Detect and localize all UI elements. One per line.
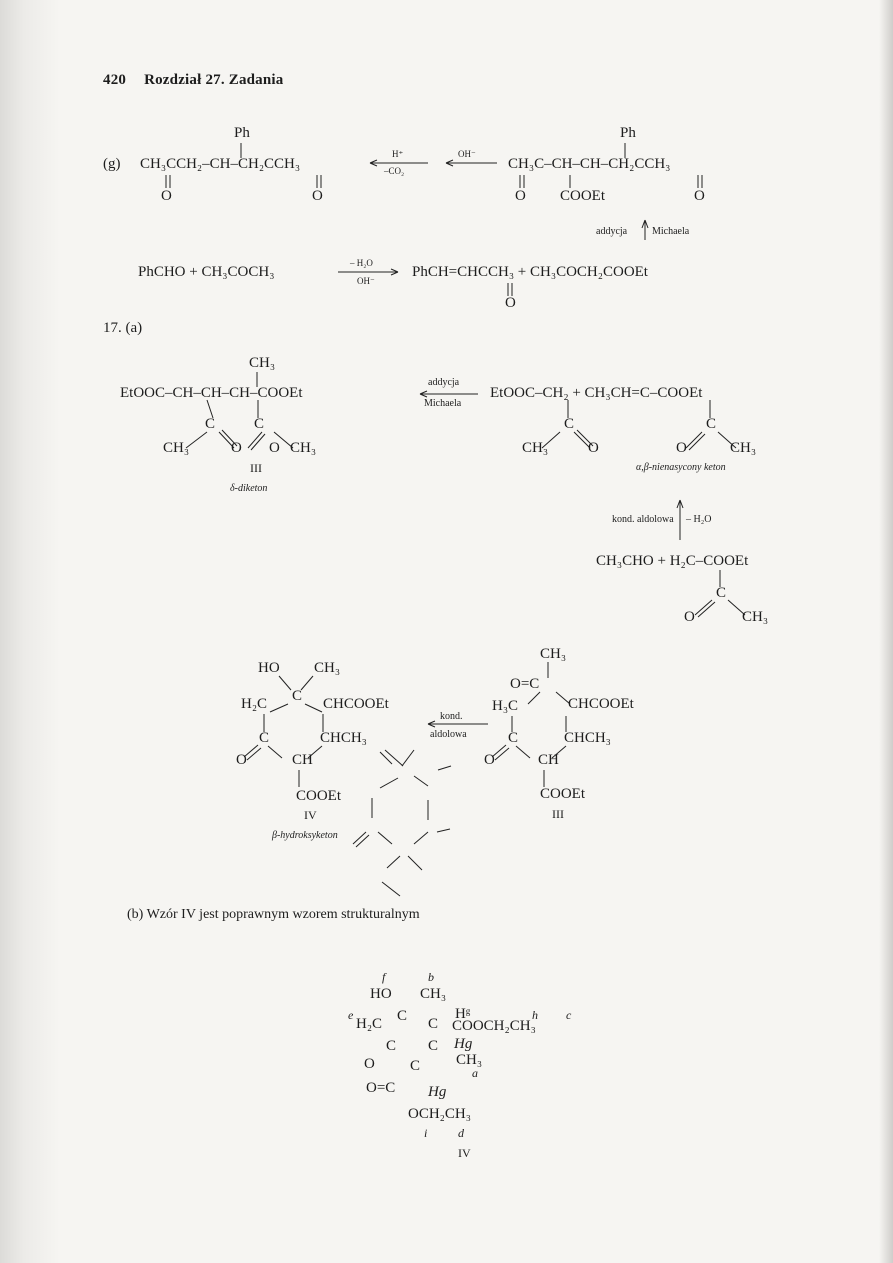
g-arrow1-bottom: –CO₂: [384, 166, 405, 176]
b-e: e: [348, 1008, 354, 1022]
b-cooch2ch3: COOCH₂CH₃: [452, 1018, 536, 1034]
g-adduct-ph: Ph: [620, 125, 636, 141]
a-diketon-c1: C: [205, 416, 216, 432]
iii-chch3: CHCH₃: [564, 730, 611, 746]
a-diketon-ch3-right: CH₃: [290, 440, 317, 456]
g-start-products: PhCH=CHCCH₃ + CH₃COCH₂COOEt: [412, 264, 648, 280]
iii-roman: III: [552, 807, 564, 821]
b-a: a: [472, 1066, 478, 1080]
a-michael-top: addycja: [428, 377, 460, 388]
g-michael-right: Michaela: [652, 226, 690, 237]
b-c5: C: [410, 1058, 421, 1074]
b-o: O: [364, 1056, 375, 1072]
iv-ch3: CH₃: [314, 660, 341, 676]
g-arrow1-top: H⁺: [392, 149, 404, 159]
kond-bottom: aldolowa: [430, 729, 467, 740]
b-och2ch3: OCH₂CH₃: [408, 1106, 471, 1122]
a-diketon-ch3-left: CH₃: [163, 440, 190, 456]
a-diketon-c2: C: [254, 416, 265, 432]
a-diketon-ch3-top: CH₃: [249, 355, 276, 371]
b-ch3: CH₃: [456, 1052, 483, 1068]
b-ch3-top: CH₃: [420, 986, 447, 1002]
a-diketon-formula: EtOOC–CH–CH–CH–COOEt: [120, 385, 303, 401]
a-enone-name: α,β-nienasycony keton: [636, 462, 726, 473]
b-c1: C: [397, 1008, 408, 1024]
a-r2-c: C: [706, 416, 717, 432]
kond-top: kond.: [440, 711, 463, 722]
iii-ch: CH: [538, 752, 559, 768]
a-michael-bottom: Michaela: [424, 398, 462, 409]
b-b: b: [428, 970, 434, 984]
page-number: 420: [103, 72, 127, 88]
b-hg2: Hg: [454, 1036, 473, 1052]
b-ho: HO: [370, 986, 392, 1002]
b-h: h: [532, 1008, 538, 1022]
b-h2c: H₂C: [356, 1016, 383, 1032]
b-d: d: [458, 1126, 464, 1140]
part-a-label: 17. (a): [103, 320, 143, 336]
a-diketon-o1: O: [231, 440, 242, 456]
g-start-o: O: [505, 295, 516, 311]
iii-o: O: [484, 752, 495, 768]
a-start-o: O: [684, 609, 695, 625]
a-r1-ch3: CH₃: [522, 440, 549, 456]
g-adduct-formula: CH₃C–CH–CH–CH₂CCH₃: [508, 156, 671, 172]
iii-h3c: H₃C: [492, 698, 519, 714]
part-b-statement: (b) Wzór IV jest poprawnym wzorem strukturalnym: [127, 907, 420, 922]
g-cond-bottom: OH⁻: [357, 276, 375, 286]
g-arrow2-top: OH⁻: [458, 149, 476, 159]
iv-name: β-hydroksyketon: [272, 830, 338, 841]
a-reactants-formula: EtOOC–CH₂ + CH₃CH=C–COOEt: [490, 385, 703, 401]
part-g-label: (g): [103, 156, 121, 172]
iv-ch: CH: [292, 752, 313, 768]
iv-chcooet: CHCOOEt: [323, 696, 389, 712]
g-adduct-o2: O: [694, 188, 705, 204]
a-diketon-name: δ-diketon: [230, 483, 268, 494]
iv-cooet: COOEt: [296, 788, 341, 804]
b-c2: C: [428, 1016, 439, 1032]
a-start-c: C: [716, 585, 727, 601]
iii-cooet: COOEt: [540, 786, 585, 802]
g-michael-left: addycja: [596, 226, 628, 237]
b-c: c: [566, 1008, 572, 1022]
a-diketon-roman: III: [250, 461, 262, 475]
iii-o-eq-c: O=C: [510, 676, 540, 692]
b-hg3: Hg: [428, 1084, 447, 1100]
a-aldol-label: kond. aldolowa: [612, 514, 674, 525]
b-f: f: [382, 970, 386, 984]
a-r1-o: O: [588, 440, 599, 456]
b-o-eq-c: O=C: [366, 1080, 396, 1096]
iv-c-left: C: [259, 730, 270, 746]
g-product-ph: Ph: [234, 125, 250, 141]
g-adduct-cooet: COOEt: [560, 188, 605, 204]
g-adduct-o1: O: [515, 188, 526, 204]
g-cond-top: – H₂O: [350, 258, 373, 268]
iv-c-top: C: [292, 688, 303, 704]
iv-h2c: H₂C: [241, 696, 268, 712]
a-r2-ch3: CH₃: [730, 440, 757, 456]
iv-o: O: [236, 752, 247, 768]
iii-chcooet: CHCOOEt: [568, 696, 634, 712]
iv-chch3: CHCH₃: [320, 730, 367, 746]
g-product-o2: O: [312, 188, 323, 204]
b-i: i: [424, 1126, 428, 1140]
g-product-formula: CH₃CCH₂–CH–CH₂CCH₃: [140, 156, 301, 172]
iv-roman: IV: [304, 808, 317, 822]
a-aldol-cond: – H₂O: [686, 514, 712, 525]
a-diketon-o2: O: [269, 440, 280, 456]
b-roman: IV: [458, 1146, 471, 1160]
a-start-formula: CH₃CHO + H₂C–COOEt: [596, 553, 749, 569]
iv-ho: HO: [258, 660, 280, 676]
iii-c-left: C: [508, 730, 519, 746]
iii-ch3: CH₃: [540, 646, 567, 662]
chapter-title: Rozdział 27. Zadania: [144, 72, 284, 88]
g-product-o1: O: [161, 188, 172, 204]
a-r2-o: O: [676, 440, 687, 456]
b-c4: C: [428, 1038, 439, 1054]
a-start-ch3: CH₃: [742, 609, 769, 625]
a-r1-c: C: [564, 416, 575, 432]
g-start-reactants: PhCHO + CH₃COCH₃: [138, 264, 275, 280]
b-c3: C: [386, 1038, 397, 1054]
b-hg1: Hᵍ: [455, 1006, 471, 1022]
